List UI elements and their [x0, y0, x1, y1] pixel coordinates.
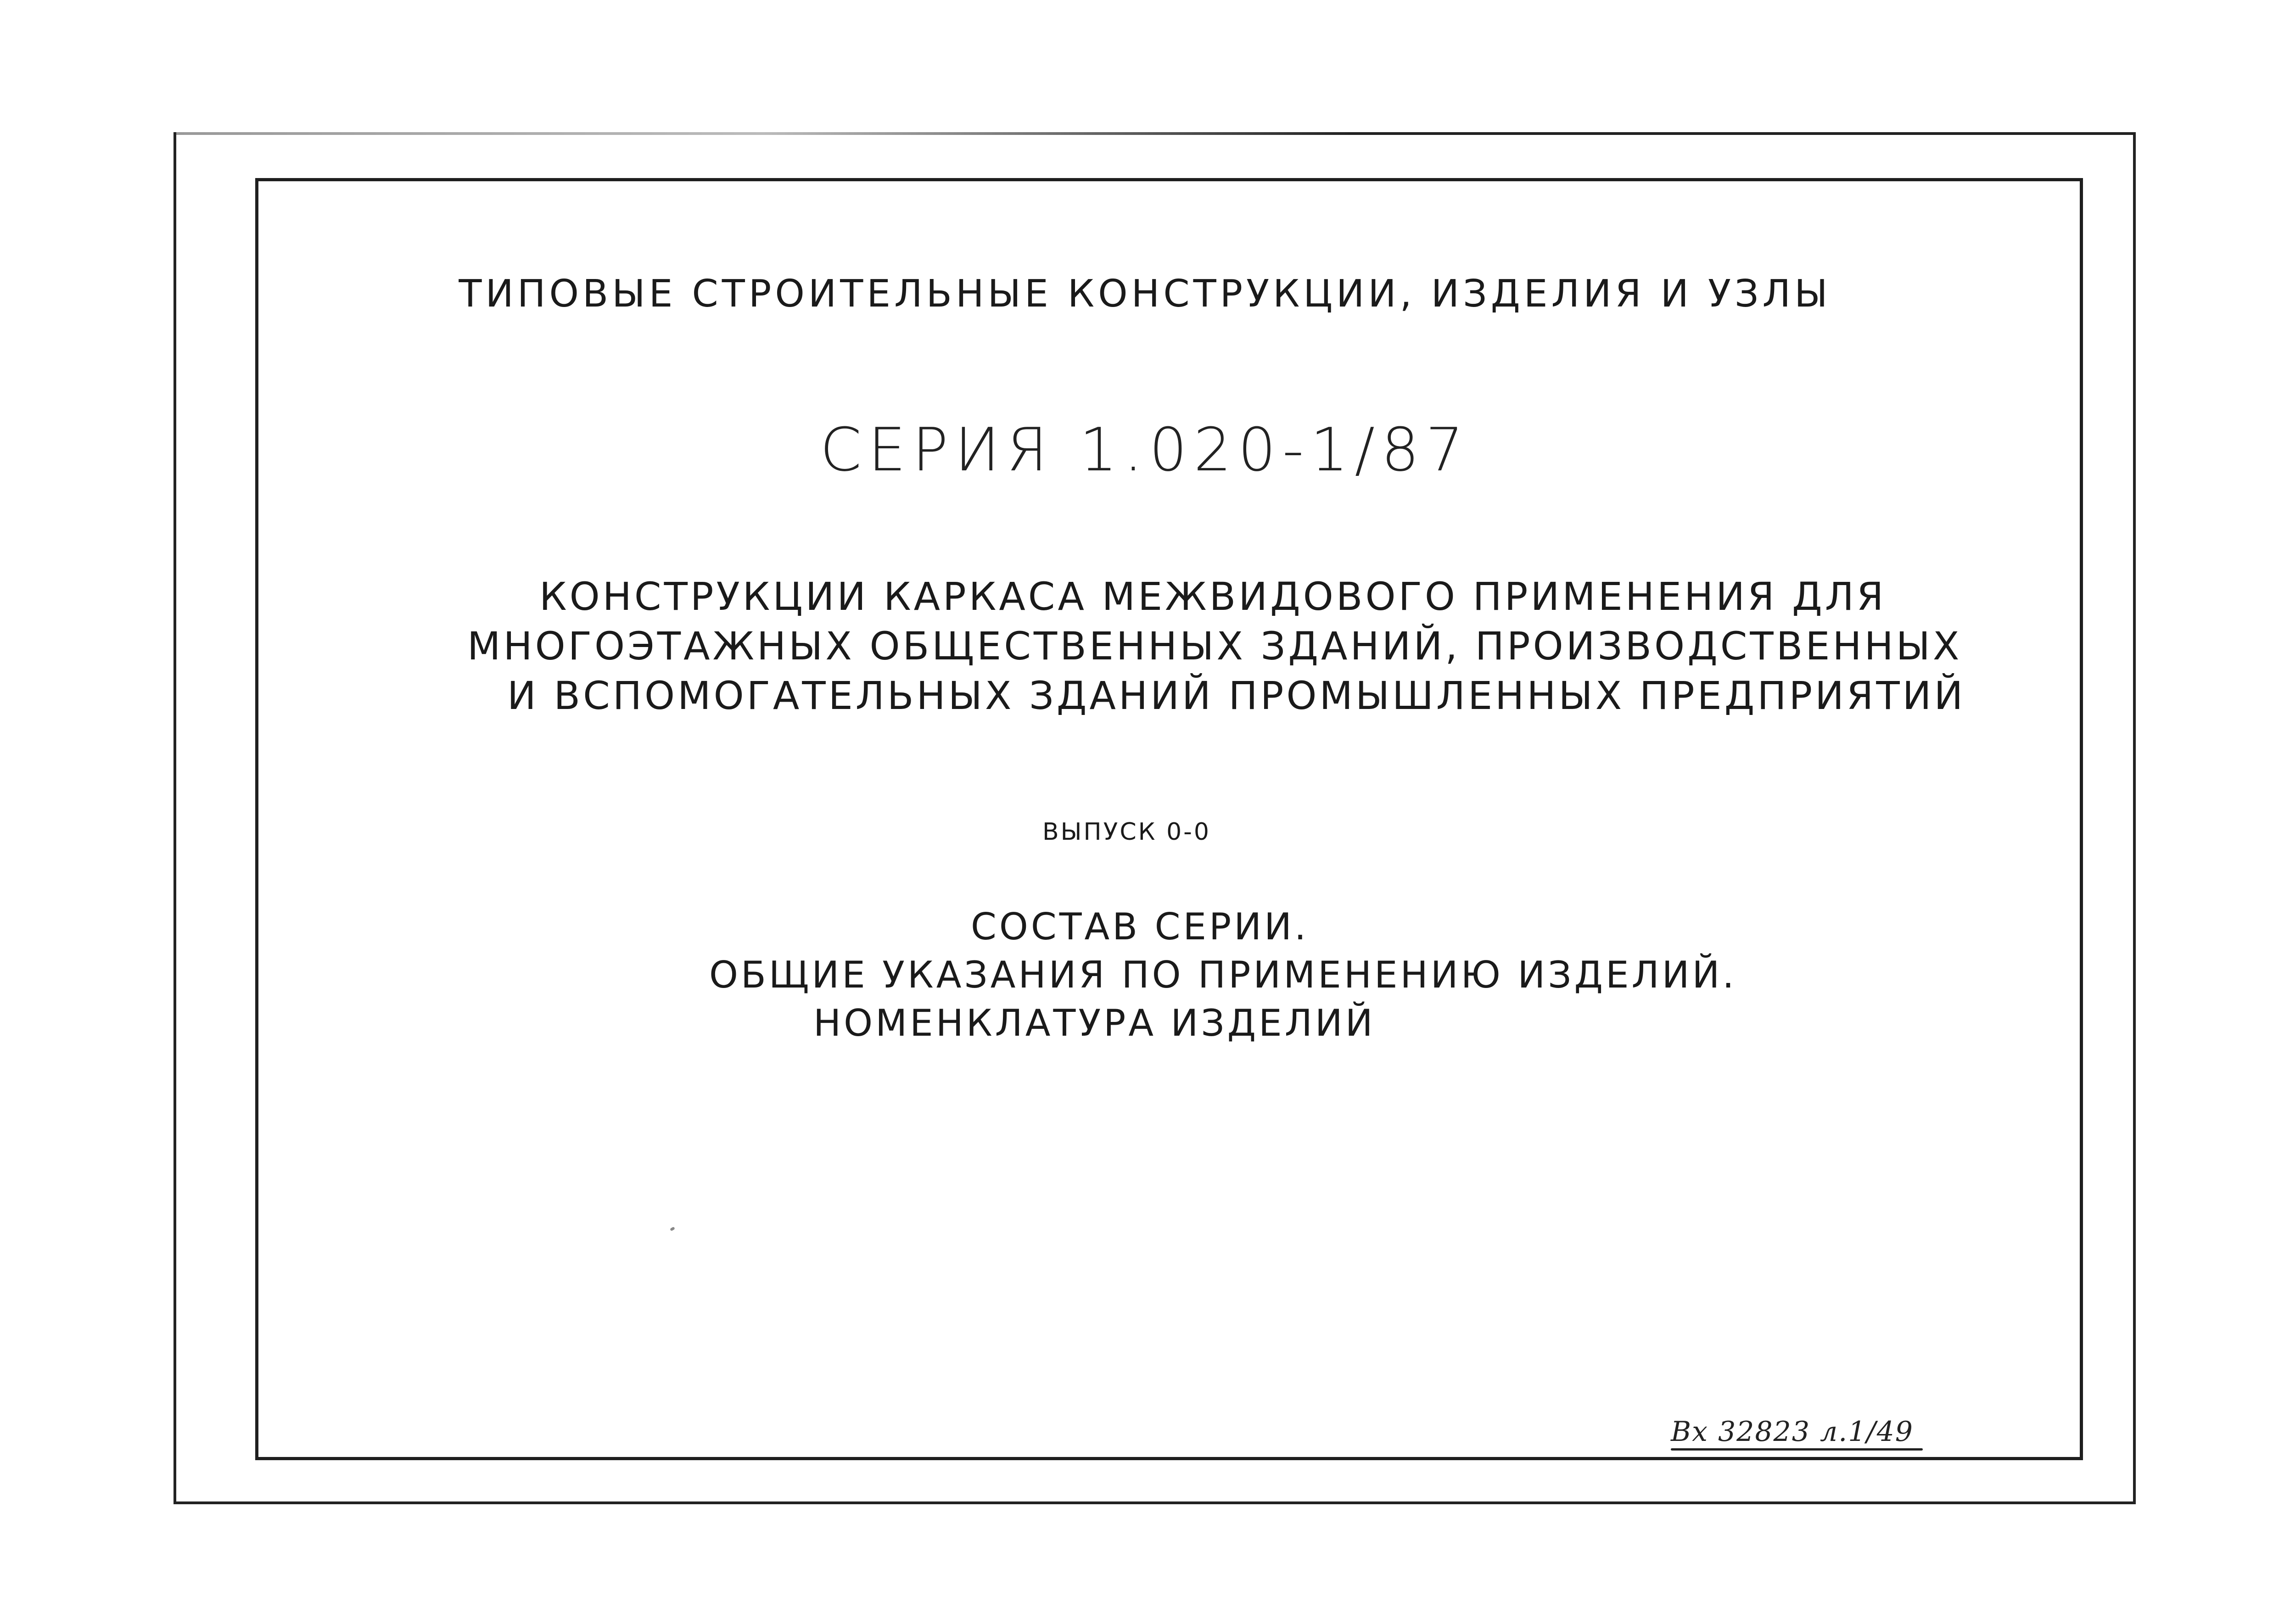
handwritten-underline [1671, 1448, 1923, 1451]
handwritten-note-text: Вх 32823 л.1/49 [1671, 1416, 1914, 1448]
contents-line-2: ОБЩИЕ УКАЗАНИЯ ПО ПРИМЕНЕНИЮ ИЗДЕЛИЙ. [709, 954, 1737, 996]
handwritten-registration-note [1671, 1416, 1914, 1448]
series-title: СЕРИЯ 1.020-1/87 [820, 415, 1470, 485]
contents-line-3: НОМЕНКЛАТУРА ИЗДЕЛИЙ [813, 1002, 1376, 1044]
contents-line-1: СОСТАВ СЕРИИ. [971, 905, 1309, 948]
document-header: ТИПОВЫЕ СТРОИТЕЛЬНЫЕ КОНСТРУКЦИИ, ИЗДЕЛИЯ И УЗЛЫ [459, 272, 1831, 316]
issue-label: ВЫПУСК 0-0 [1042, 818, 1211, 846]
subject-line-3: И ВСПОМОГАТЕЛЬНЫХ ЗДАНИЙ ПРОМЫШЛЕННЫХ ПРЕДПРИЯТИЙ [507, 673, 1966, 718]
subject-line-1: КОНСТРУКЦИИ КАРКАСА МЕЖВИДОВОГО ПРИМЕНЕНИЯ ДЛЯ [539, 574, 1887, 619]
subject-line-2: МНОГОЭТАЖНЫХ ОБЩЕСТВЕННЫХ ЗДАНИЙ, ПРОИЗВОДСТВЕННЫХ [467, 624, 1962, 669]
